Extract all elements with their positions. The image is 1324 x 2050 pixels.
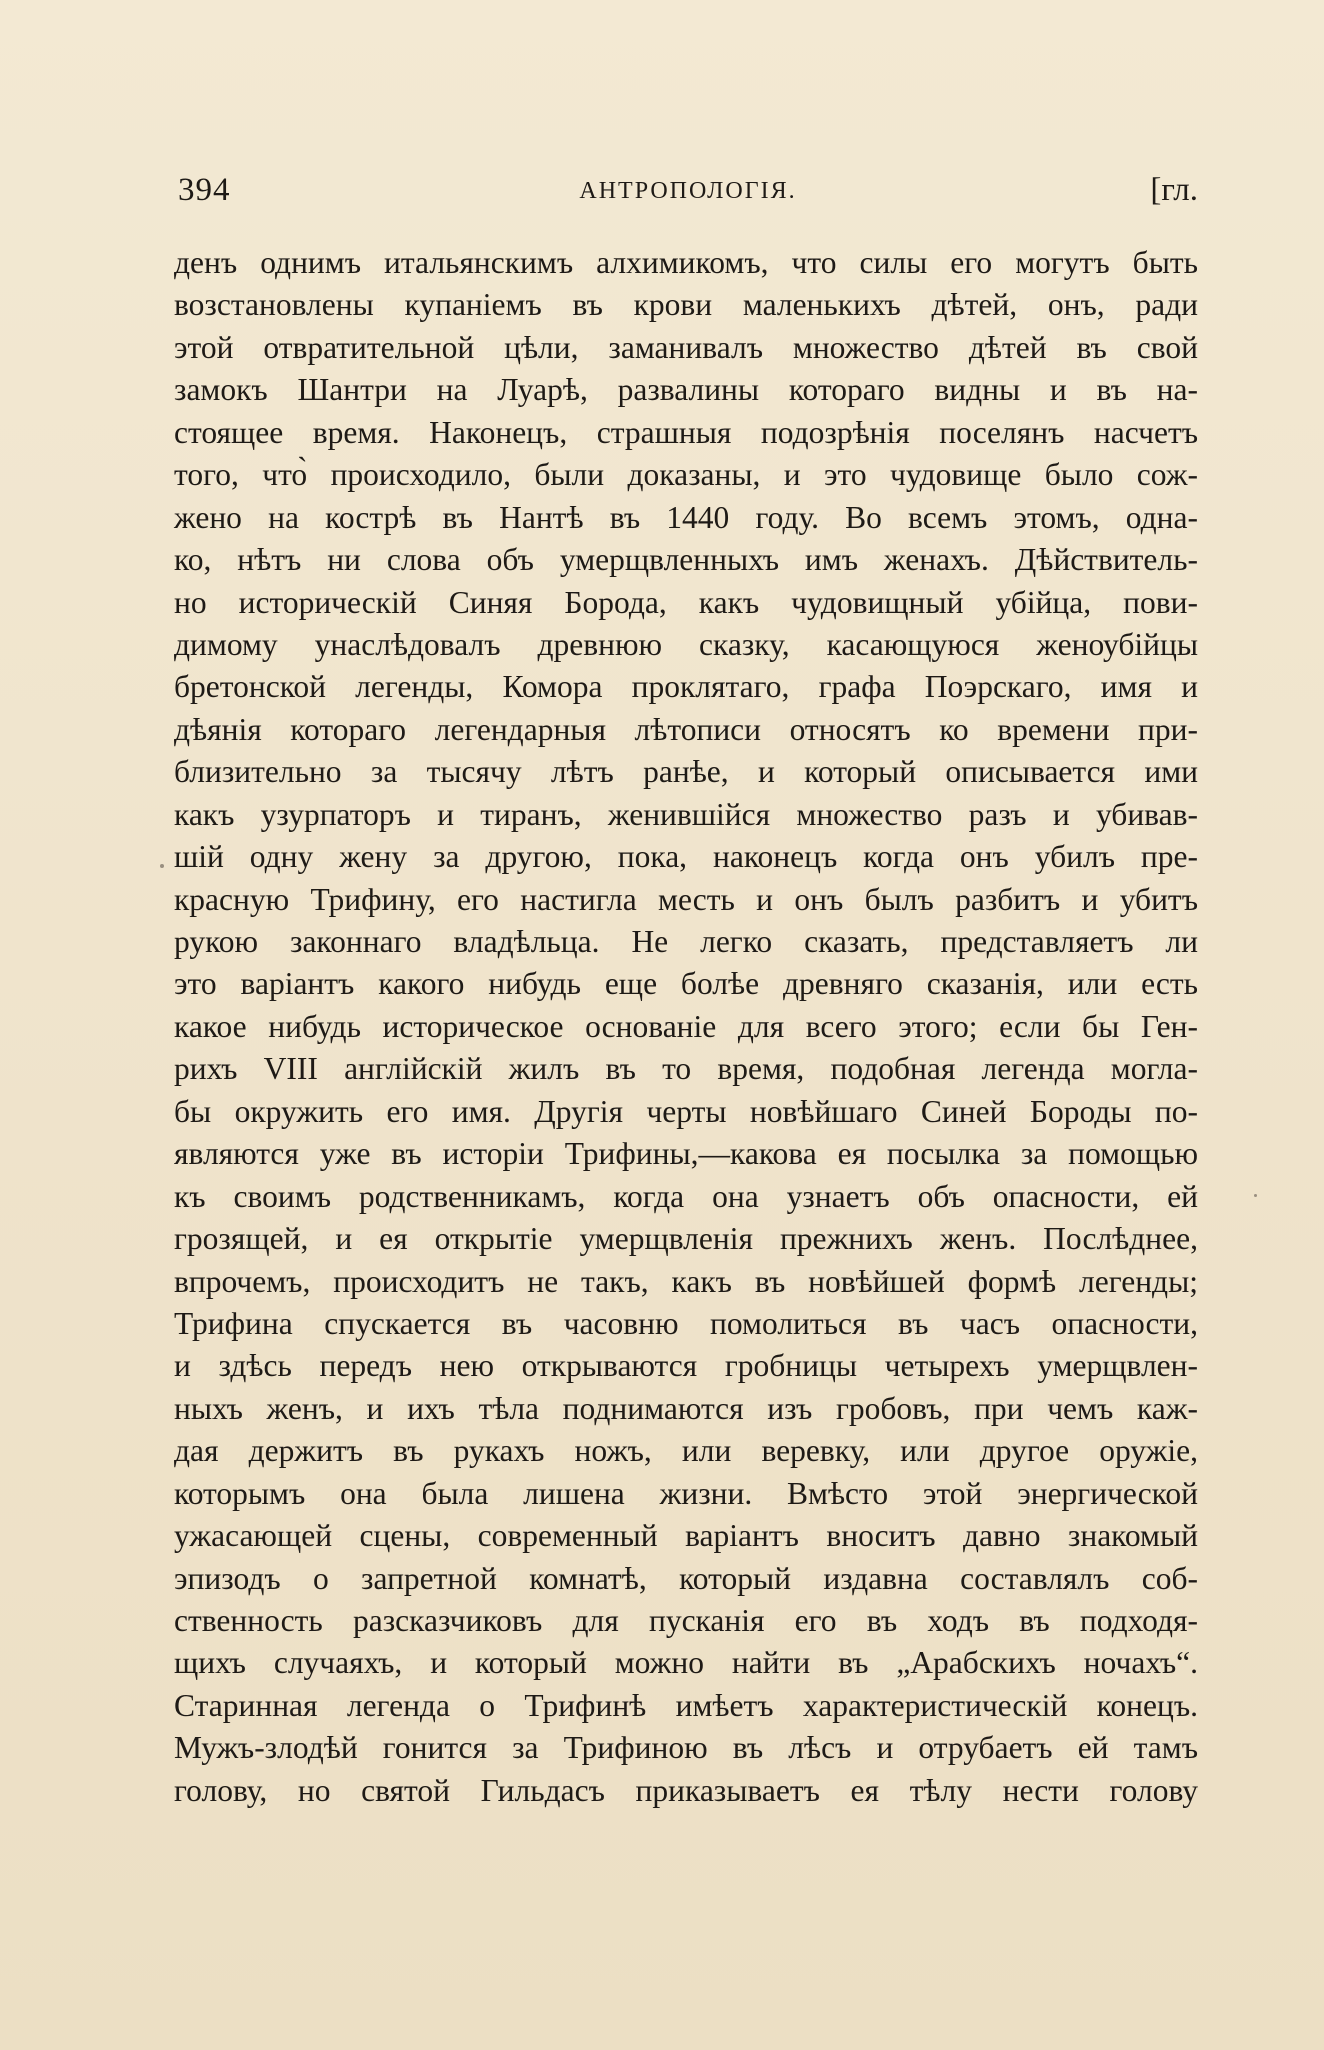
running-title: АНТРОПОЛОГІЯ. [579,178,797,204]
text-line: денъ однимъ итальянскимъ алхимикомъ, что силы его могутъ быть [174,245,1198,280]
text-line: Мужъ-злодѣй гонится за Трифиною въ лѣсъ и отрубаетъ ей тамъ [174,1730,1198,1766]
text-line: эпизодъ о запретной комнатѣ, который издавна составлялъ соб- [174,1560,1198,1596]
page-number: 394 [178,172,231,208]
text-line: того, что̀ происходило, были доказаны, и это чудовище было сож- [174,457,1198,493]
text-line: рихъ VIII англійскій жилъ въ то время, подобная легенда могла- [174,1051,1198,1087]
text-line: но историческій Синяя Борода, какъ чудовищный убійца, пови- [174,584,1198,620]
text-line: жено на кострѣ въ Нантѣ въ 1440 году. Во всемъ этомъ, одна- [174,499,1198,535]
paper-speck [160,864,164,868]
text-line: дѣянія котораго легендарныя лѣтописи относятъ ко времени при- [174,711,1198,747]
chapter-mark: [гл. [1150,172,1198,208]
text-line: стоящее время. Наконецъ, страшныя подозрѣнія поселянъ насчетъ [174,414,1198,450]
text-line: ко, нѣтъ ни слова объ умерщвленныхъ имъ женахъ. Дѣйствитель- [174,542,1198,578]
text-line: шій одну жену за другою, пока, наконецъ когда онъ убилъ пре- [174,839,1198,875]
text-line: какое нибудь историческое основаніе для всего этого; если бы Ген- [174,1008,1198,1044]
text-line: возстановлены купаніемъ въ крови маленькихъ дѣтей, онъ, ради [174,287,1198,323]
text-line: грозящей, и ея открытіе умерщвленія прежнихъ женъ. Послѣднее, [174,1221,1198,1257]
text-line: дая держитъ въ рукахъ ножъ, или веревку, или другое оружіе, [174,1433,1198,1469]
text-line: и здѣсь передъ нею открываются гробницы четырехъ умерщвлен- [174,1348,1198,1384]
text-line: близительно за тысячу лѣтъ ранѣе, и который описывается ими [174,754,1198,790]
text-line: бретонской легенды, Комора проклятаго, графа Поэрскаго, имя и [174,669,1198,705]
text-line: ныхъ женъ, и ихъ тѣла поднимаются изъ гробовъ, при чемъ каж- [174,1390,1198,1426]
text-line: это варіантъ какого нибудь еще болѣе древняго сказанія, или есть [174,966,1198,1002]
text-line: замокъ Шантри на Луарѣ, развалины котораго видны и въ на- [174,372,1198,408]
text-line: щихъ случаяхъ, и который можно найти въ „Арабскихъ ночахъ“. [174,1645,1198,1681]
text-line: Старинная легенда о Трифинѣ имѣетъ характеристическій конецъ. [174,1687,1198,1723]
text-line: какъ узурпаторъ и тиранъ, женившійся множество разъ и убивав- [174,796,1198,832]
text-line: которымъ она была лишена жизни. Вмѣсто этой энергической [174,1475,1198,1511]
text-line: къ своимъ родственникамъ, когда она узнаетъ объ опасности, ей [174,1178,1198,1214]
text-line: бы окружить его имя. Другія черты новѣйшаго Синей Бороды по- [174,1093,1198,1129]
text-line: димому унаслѣдовалъ древнюю сказку, касающуюся женоубійцы [174,626,1198,662]
text-line: красную Трифину, его настигла месть и онъ былъ разбитъ и убитъ [174,881,1198,917]
text-line: ужасающей сцены, современный варіантъ вноситъ давно знакомый [174,1518,1198,1554]
text-line: ственность разсказчиковъ для пусканія его въ ходъ въ подходя- [174,1603,1198,1638]
text-line: Трифина спускается въ часовню помолиться въ часъ опасности, [174,1305,1198,1341]
body-text [174,242,1198,1812]
text-line: являются уже въ исторіи Трифины,—какова ея посылка за помощью [174,1136,1198,1172]
text-line: впрочемъ, происходитъ не такъ, какъ въ новѣйшей формѣ легенды; [174,1263,1198,1299]
text-line: этой отвратительной цѣли, заманивалъ множество дѣтей въ свой [174,329,1198,365]
text-line: рукою законнаго владѣльца. Не легко сказать, представляетъ ли [174,924,1198,959]
running-head [178,172,1198,216]
paper-speck [1254,1194,1257,1197]
text-line: голову, но святой Гильдасъ приказываетъ ея тѣлу нести голову [174,1772,1198,1808]
